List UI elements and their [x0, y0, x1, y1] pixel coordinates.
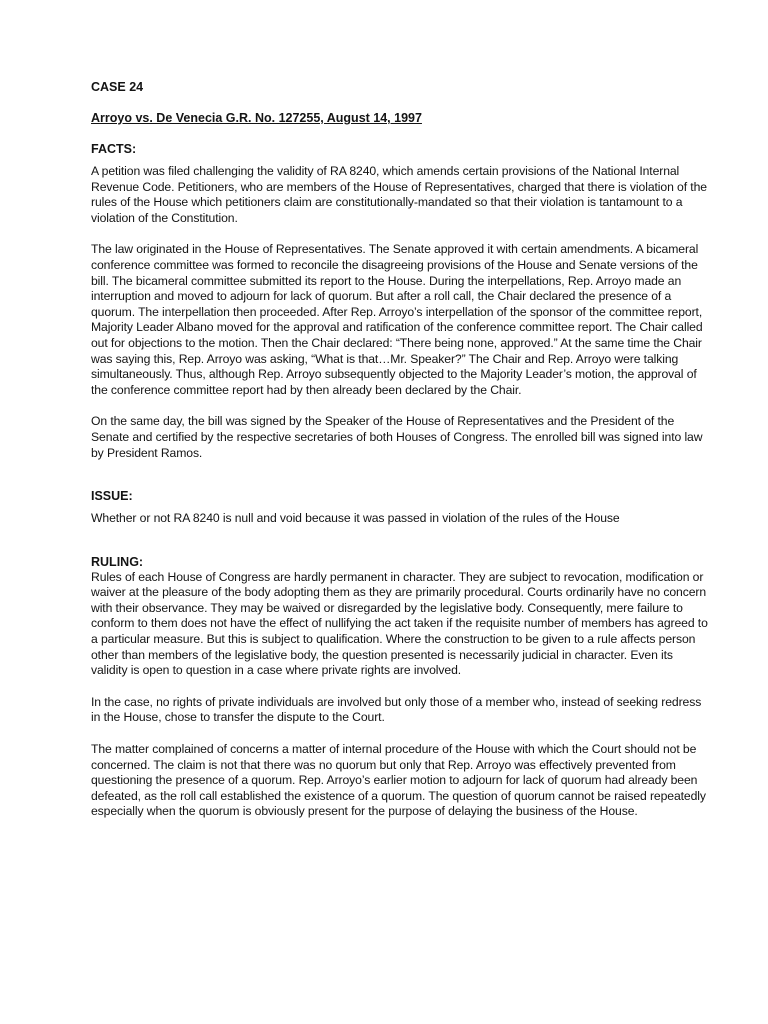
case-title: Arroyo vs. De Venecia G.R. No. 127255, August 14, 1997	[91, 111, 422, 125]
case-number: CASE 24	[91, 80, 144, 94]
issue-text: Whether or not RA 8240 is null and void because it was passed in violation of the rules of the House	[91, 511, 620, 526]
facts-paragraph-3: On the same day, the bill was signed by the Speaker of the House of Representatives and the President of the Senate and certified by the respective secretaries of both Houses of Congress. The enrolled bill was signed into law by President Ramos.	[91, 414, 703, 460]
ruling-label: RULING:	[91, 554, 144, 569]
issue-label: ISSUE:	[91, 489, 133, 504]
facts-paragraph-1: A petition was filed challenging the validity of RA 8240, which amends certain provisions of the National Internal Revenue Code. Petitioners, who are members of the House of Representatives, charged that there is violation of the rules of the House which petitioners claim are constitutionally-mandated so that their violation is tantamount to a violation of the Constitution.	[91, 164, 707, 225]
ruling-paragraph-3: The matter complained of concerns a matter of internal procedure of the House with which the Court should not be concerned. The claim is not that there was no quorum but only that Rep. Arroyo was effectively prevented from questioning the presence of a quorum. Rep. Arroyo’s earlier motion to adjourn for lack of quorum had already been defeated, as the roll call established the existence of a quorum. The question of quorum cannot be raised repeatedly especially when the quorum is obviously present for the purpose of delaying the business of the House.	[91, 742, 706, 819]
ruling-paragraph-2: In the case, no rights of private individuals are involved but only those of a member who, instead of seeking redress in the House, chose to transfer the dispute to the Court.	[91, 694, 702, 725]
facts-paragraph-2: The law originated in the House of Representatives. The Senate approved it with certain amendments. A bicameral conference committee was formed to reconcile the disagreeing provisions of the House and Senate versions of the bill. The bicameral committee submitted its report to the House. During the interpellations, Rep. Arroyo made an interruption and moved to adjourn for lack of quorum. But after a roll call, the Chair declared the presence of a quorum. The interpellation then proceeded. After Rep. Arroyo’s interpellation of the sponsor of the committee report, Majority Leader Albano moved for the approval and ratification of the conference committee report. The Chair called out for objections to the motion. Then the Chair declared: “There being none, approved.” At the same time the Chair was saying this, Rep. Arroyo was asking, “What is that…Mr. Speaker?” The Chair and Rep. Arroyo were talking simultaneously. Thus, although Rep. Arroyo subsequently objected to the Majority Leader’s motion, the approval of the conference committee report had by then already been declared by the Chair.	[91, 242, 703, 397]
facts-label: FACTS:	[91, 142, 137, 156]
ruling-paragraph-1: Rules of each House of Congress are hardly permanent in character. They are subject to revocation, modification or waiver at the pleasure of the body adopting them as they are primarily procedural. Courts ordinarily have no concern with their observance. They may be waived or disregarded by the legislative body. Consequently, mere failure to conform to them does not have the effect of nullifying the act taken if the requisite number of members has agreed to a particular measure. But this is subject to qualification. Where the construction to be given to a rule affects person other than members of the legislative body, the question presented is necessarily judicial in character. Even its validity is open to question in a case where private rights are involved.	[91, 569, 708, 678]
